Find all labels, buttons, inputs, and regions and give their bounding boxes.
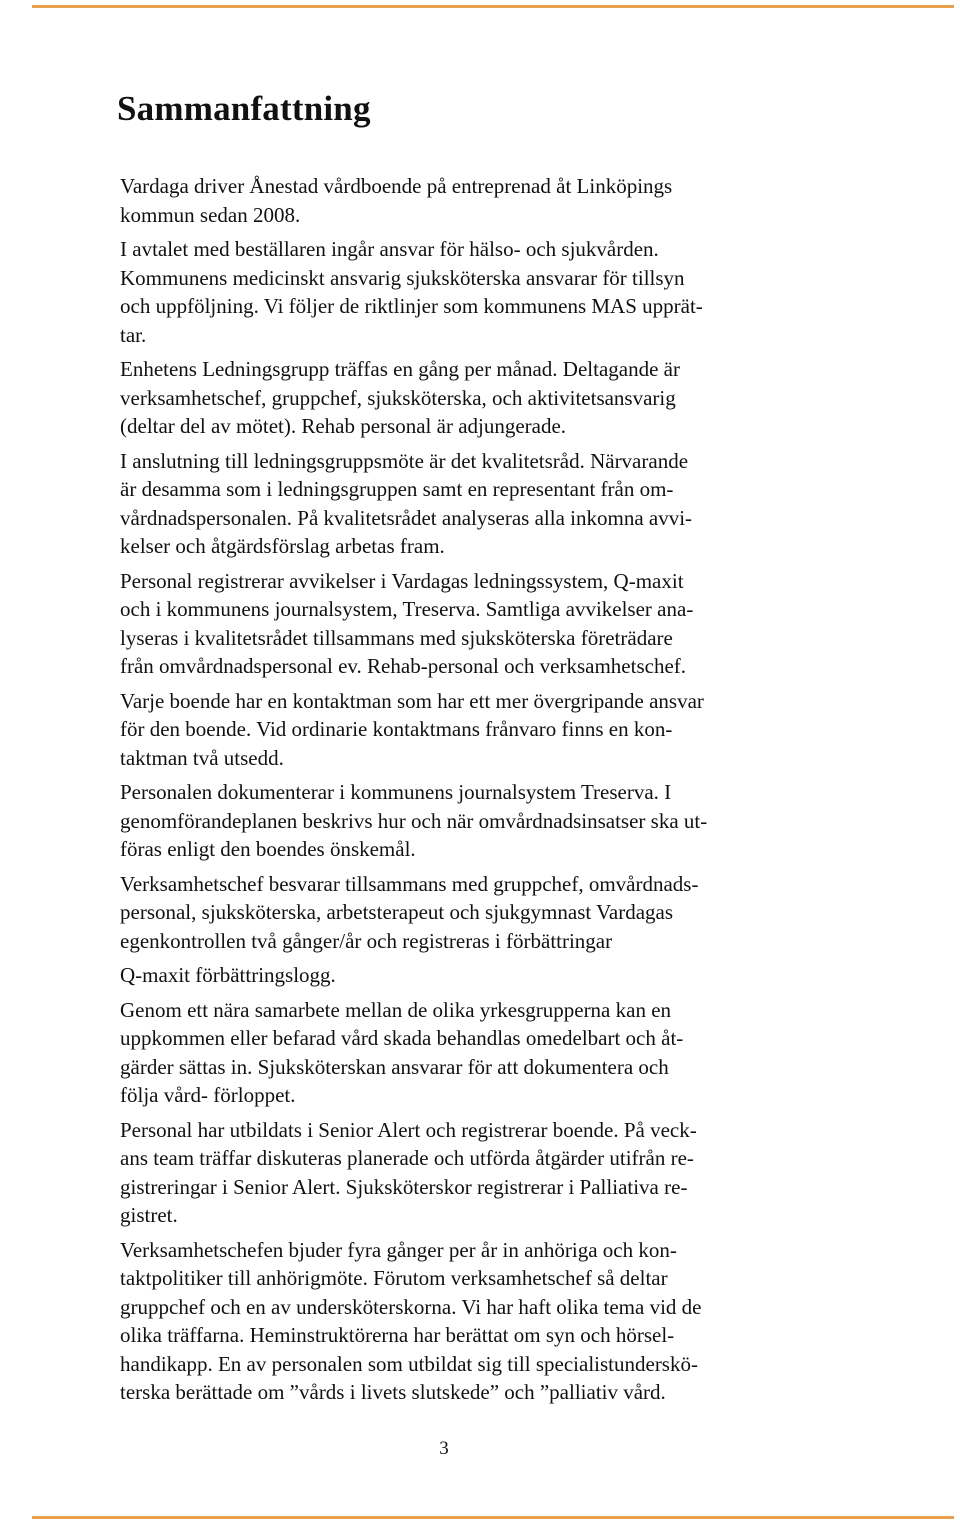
text-line: egenkontrollen två gånger/år och registreras i förbättringar (120, 928, 613, 953)
text-line: olika träffarna. Heminstruktörerna har berättat om syn och hörsel- (120, 1323, 675, 1347)
paragraph (120, 447, 840, 561)
text-line: Q-maxit förbättringslogg. (120, 963, 336, 987)
text-line: vårdnadspersonalen. På kvalitetsrådet analyseras alla inkomna avvi- (120, 505, 693, 530)
text-line: är desamma som i ledningsgruppen samt en representant från om- (120, 477, 674, 501)
document-body (120, 172, 840, 1407)
bottom-border-rule (32, 1516, 954, 1519)
text-line: (deltar del av mötet). Rehab personal är adjungerade. (120, 414, 567, 438)
text-line: föras enligt den boendes önskemål. (120, 837, 416, 861)
text-line: Personal har utbildats i Senior Alert och registrerar boende. På veck- (120, 1117, 697, 1142)
paragraph (120, 870, 840, 956)
text-line: kommun sedan 2008. (120, 202, 301, 227)
paragraph (120, 961, 840, 990)
text-line: gärder sättas in. Sjuksköterskan ansvarar för att dokumentera och (120, 1054, 669, 1079)
text-line: I avtalet med beställaren ingår ansvar för hälso- och sjukvården. (120, 237, 659, 261)
text-line: från omvårdnadspersonal ev. Rehab-personal och verksamhetschef. (120, 654, 687, 678)
text-line: uppkommen eller befarad vård skada behandlas omedelbart och åt- (120, 1026, 684, 1050)
text-line: genomförandeplanen beskrivs hur och när omvårdnadsinsatser ska ut- (120, 808, 708, 833)
text-line: Verksamhetschef besvarar tillsammans med gruppchef, omvårdnads- (120, 871, 699, 896)
page-number: 3 (439, 1438, 449, 1459)
text-line: taktman två utsedd. (120, 745, 284, 770)
text-line: terska berättade om ”vårds i livets slutskede” och ”palliativ vård. (120, 1380, 666, 1404)
paragraph (120, 1116, 840, 1230)
text-line: personal, sjuksköterska, arbetsterapeut och sjukgymnast Vardagas (120, 900, 674, 924)
paragraph (120, 567, 840, 681)
paragraph (120, 235, 840, 349)
text-line: Vardaga driver Ånestad vårdboende på entreprenad åt Linköpings (120, 174, 673, 198)
text-line: följa vård- förloppet. (120, 1083, 296, 1107)
paragraph (120, 778, 840, 864)
text-line: Personalen dokumenterar i kommunens journalsystem Treserva. I (120, 780, 672, 804)
text-line: tar. (120, 322, 147, 347)
paragraph (120, 687, 840, 773)
text-line: gruppchef och en av undersköterskorna. Vi har haft olika tema vid de (120, 1294, 702, 1319)
text-line: kelser och åtgärdsförslag arbetas fram. (120, 534, 445, 558)
text-line: ans team träffar diskuteras planerade och utförda åtgärder utifrån re- (120, 1146, 694, 1170)
text-line: och uppföljning. Vi följer de riktlinjer som kommunens MAS upprät- (120, 294, 703, 318)
text-line: Enhetens Ledningsgrupp träffas en gång per månad. Deltagande är (120, 357, 680, 381)
text-line: taktpolitiker till anhörigmöte. Förutom verksamhetschef så deltar (120, 1266, 668, 1290)
text-line: gistreringar i Senior Alert. Sjuksköterskor registrerar i Palliativa re- (120, 1174, 688, 1199)
paragraph (120, 1236, 840, 1407)
paragraph (120, 172, 840, 229)
text-line: verksamhetschef, gruppchef, sjuksköterska, och aktivitetsansvarig (120, 385, 676, 410)
text-line: Varje boende har en kontaktman som har ett mer övergripande ansvar (120, 688, 704, 713)
top-border-rule (32, 5, 954, 8)
paragraph (120, 996, 840, 1110)
text-line: lyseras i kvalitetsrådet tillsammans med sjuksköterska företrädare (120, 625, 673, 650)
text-line: och i kommunens journalsystem, Treserva. Samtliga avvikelser ana- (120, 597, 694, 621)
text-line: för den boende. Vid ordinarie kontaktmans frånvaro finns en kon- (120, 717, 673, 741)
text-line: handikapp. En av personalen som utbildat sig till specialistunderskö- (120, 1351, 698, 1376)
text-line: Personal registrerar avvikelser i Vardagas ledningssystem, Q-maxit (120, 568, 684, 593)
page-title: Sammanfattning (117, 89, 371, 128)
text-line: I anslutning till ledningsgruppsmöte är det kvalitetsråd. Närvarande (120, 448, 689, 473)
text-line: Verksamhetschefen bjuder fyra gånger per år in anhöriga och kon- (120, 1237, 677, 1262)
text-line: Genom ett nära samarbete mellan de olika yrkesgrupperna kan en (120, 997, 672, 1022)
text-line: Kommunens medicinskt ansvarig sjuksköterska ansvarar för tillsyn (120, 265, 685, 290)
paragraph (120, 355, 840, 441)
text-line: gistret. (120, 1203, 178, 1227)
